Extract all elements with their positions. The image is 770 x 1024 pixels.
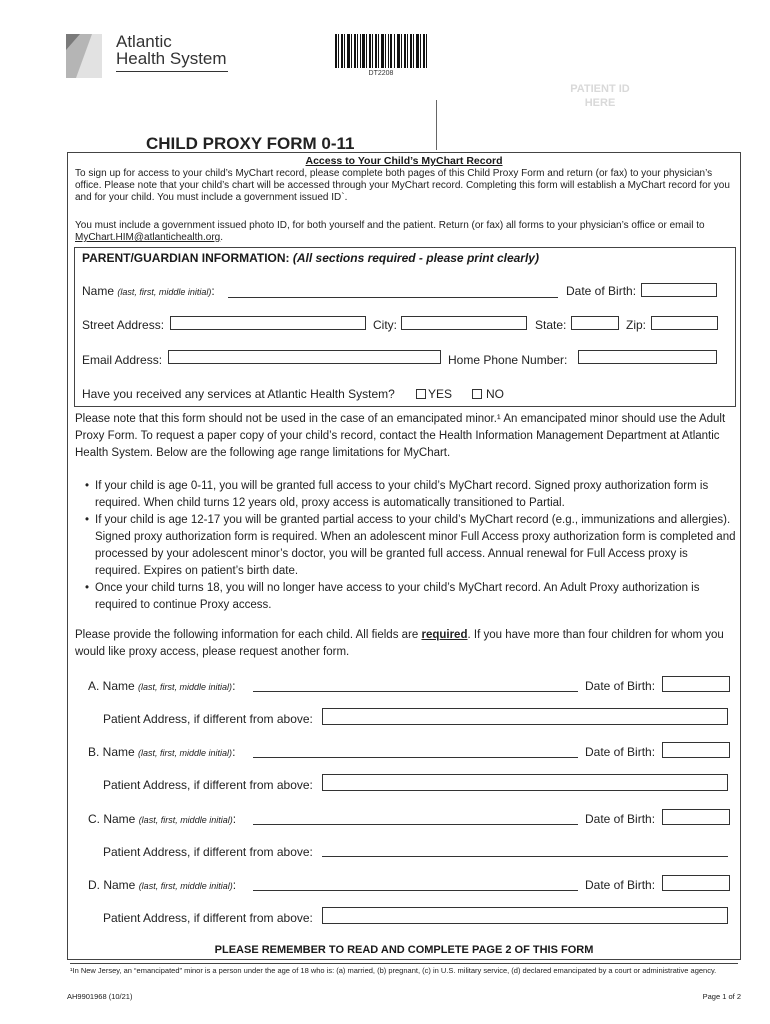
barcode-icon [335, 34, 427, 68]
parent-dob-label: Date of Birth: [566, 284, 637, 298]
bullet-icon: • [85, 582, 90, 594]
intro-paragraph-2 [75, 220, 735, 244]
child-c-dob-field[interactable] [662, 809, 730, 825]
services-question: Have you received any services at Atlantic Health System? [82, 387, 395, 401]
child-b-letter: B. Name [88, 745, 135, 759]
child-c-name-field[interactable] [253, 810, 578, 825]
child-b-colon: : [232, 745, 236, 759]
child-a-name-label [88, 679, 235, 693]
home-phone-field[interactable] [578, 350, 717, 364]
services-yes-checkbox[interactable] [416, 389, 426, 399]
child-a-dob-label: Date of Birth: [585, 679, 656, 693]
email-address-field[interactable] [168, 350, 441, 364]
parent-name-colon: : [211, 284, 215, 298]
instructions-text: Please provide the following information for each child. All fields are [75, 629, 422, 641]
services-yes-label: YES [428, 387, 453, 401]
child-b-address-field[interactable] [322, 774, 728, 791]
emancipated-footnote: ¹In New Jersey, an “emancipated” minor is a person under the age of 18 who is: (a) married, (b) pregnant, (c) in U.S. military service, (d) declared emancipated by a court or administrative agency. [70, 963, 738, 976]
child-d-address-label: Patient Address, if different from above: [103, 911, 313, 925]
child-b-dob-field[interactable] [662, 742, 730, 758]
age-limitations-list [84, 478, 736, 614]
intro-paragraph-2-text: You must include a government issued photo ID, for both yourself and the patient. Return (or fax) all forms to your physician’s office or email to [75, 220, 705, 231]
brand-underline [116, 71, 228, 72]
child-d-colon: : [232, 878, 237, 892]
parent-name-hint: (last, first, middle initial) [117, 287, 212, 297]
child-c-colon: : [232, 812, 237, 826]
emancipated-minor-note: Please note that this form should not be used in the case of an emancipated minor.¹ An emancipated minor should use the Adult Proxy Form. To request a paper copy of your child’s record, contact the Health Information Management Department at Atlantic Health System. Below are the following age range limitations for MyChart. [75, 413, 726, 459]
form-code: AH9901968 (10/21) [67, 992, 133, 1001]
child-b-address-label: Patient Address, if different from above: [103, 778, 313, 792]
patient-id-line-2: HERE [584, 97, 616, 109]
child-info-instructions [75, 627, 735, 661]
child-c-letter: C. Name [88, 812, 136, 826]
child-a-dob-field[interactable] [662, 676, 730, 692]
child-d-letter: D. Name [88, 878, 136, 892]
child-b-dob-label: Date of Birth: [585, 745, 656, 759]
bullet-3-text: Once your child turns 18, you will no longer have access to your child’s MyChart record. An Adult Proxy authorization is required to continue Proxy access. [95, 582, 700, 611]
child-c-name-hint: (last, first, middle initial) [138, 815, 233, 825]
mychart-email-link[interactable]: MyChart.HIM@atlantichealth.org [75, 232, 221, 243]
list-item [84, 478, 736, 512]
intro-paragraph-1: To sign up for access to your child’s MyChart record, please complete both pages of this Child Proxy Form and return (or fax) to your physician’s office. Please note that your child’s chart will be accessed through your MyChart record. Completing this form will establish a MyChart record for you and for your child. You must include a government issued ID`. [75, 168, 730, 203]
city-field[interactable] [401, 316, 527, 330]
parent-dob-field[interactable] [641, 283, 717, 297]
zip-field[interactable] [651, 316, 718, 330]
child-c-dob-label: Date of Birth: [585, 812, 656, 826]
page-2-reminder: PLEASE REMEMBER TO READ AND COMPLETE PAGE 2 OF THIS FORM [214, 944, 594, 956]
brand-line-1: Atlantic [116, 32, 172, 51]
street-address-label: Street Address: [82, 318, 165, 332]
state-field[interactable] [571, 316, 619, 330]
services-no-label: NO [486, 387, 504, 401]
child-c-name-label [88, 812, 236, 826]
patient-id-line-1: PATIENT ID [570, 83, 630, 95]
parent-name-label [82, 284, 215, 298]
child-b-name-hint: (last, first, middle initial) [138, 748, 233, 758]
form-title: CHILD PROXY FORM 0-11 [146, 134, 355, 153]
child-a-address-label: Patient Address, if different from above: [103, 712, 313, 726]
brand-line-2: Health System [116, 49, 227, 68]
child-a-letter: A. Name [88, 679, 135, 693]
home-phone-label: Home Phone Number: [448, 353, 568, 367]
child-d-name-label [88, 878, 236, 892]
brand-name [116, 33, 227, 67]
list-item [84, 580, 736, 614]
child-c-address-label: Patient Address, if different from above: [103, 845, 313, 859]
bullet-icon: • [85, 514, 90, 526]
barcode-code: DT2208 [368, 70, 394, 77]
email-address-label: Email Address: [82, 353, 163, 367]
atlantic-health-logo-icon [66, 34, 102, 78]
services-no-checkbox[interactable] [472, 389, 482, 399]
page-number: Page 1 of 2 [702, 992, 741, 1001]
parent-name-text: Name [82, 284, 115, 298]
patient-id-placeholder [560, 82, 640, 110]
list-item [84, 512, 736, 580]
parent-section-heading [82, 251, 539, 265]
bullet-2-text: If your child is age 12-17 you will be granted partial access to your child’s MyChart record (e.g., immunizations and allergies). Signed proxy authorization form is required. When an adolescent minor Full Access proxy authorization form is completed and processed by your adolescent minor’s doctor, you will be granted full access. Annual renewal for Full Access proxy is required. Expires on patient’s birth date. [95, 514, 736, 577]
parent-heading-label: PARENT/GUARDIAN INFORMATION: [82, 251, 290, 265]
child-d-dob-field[interactable] [662, 875, 730, 891]
parent-heading-note: (All sections required - please print clearly) [292, 251, 539, 265]
intro-heading: Access to Your Child’s MyChart Record [305, 155, 503, 167]
child-b-name-field[interactable] [253, 743, 578, 758]
child-d-dob-label: Date of Birth: [585, 878, 656, 892]
child-a-colon: : [232, 679, 236, 693]
child-a-address-field[interactable] [322, 708, 728, 725]
instructions-text-end: . If you have more than four children for whom you would like proxy access, please request another form. [75, 629, 724, 658]
child-a-name-hint: (last, first, middle initial) [138, 682, 233, 692]
state-label: State: [535, 318, 567, 332]
intro-paragraph-2-end: . [220, 232, 223, 243]
bullet-1-text: If your child is age 0-11, you will be granted full access to your child’s MyChart record. Signed proxy authorization form is required. When child turns 12 years old, proxy access is automatically transitioned to Partial. [95, 480, 709, 509]
bullet-icon: • [85, 480, 90, 492]
child-a-name-field[interactable] [253, 677, 578, 692]
child-d-address-field[interactable] [322, 907, 728, 924]
child-d-name-field[interactable] [253, 876, 578, 891]
child-c-address-field[interactable] [322, 842, 728, 857]
parent-name-field[interactable] [228, 283, 558, 298]
street-address-field[interactable] [170, 316, 366, 330]
header-divider [436, 100, 437, 150]
zip-label: Zip: [626, 318, 647, 332]
required-emphasis: required [421, 629, 468, 641]
child-b-name-label [88, 745, 235, 759]
child-d-name-hint: (last, first, middle initial) [138, 881, 233, 891]
city-label: City: [373, 318, 397, 332]
